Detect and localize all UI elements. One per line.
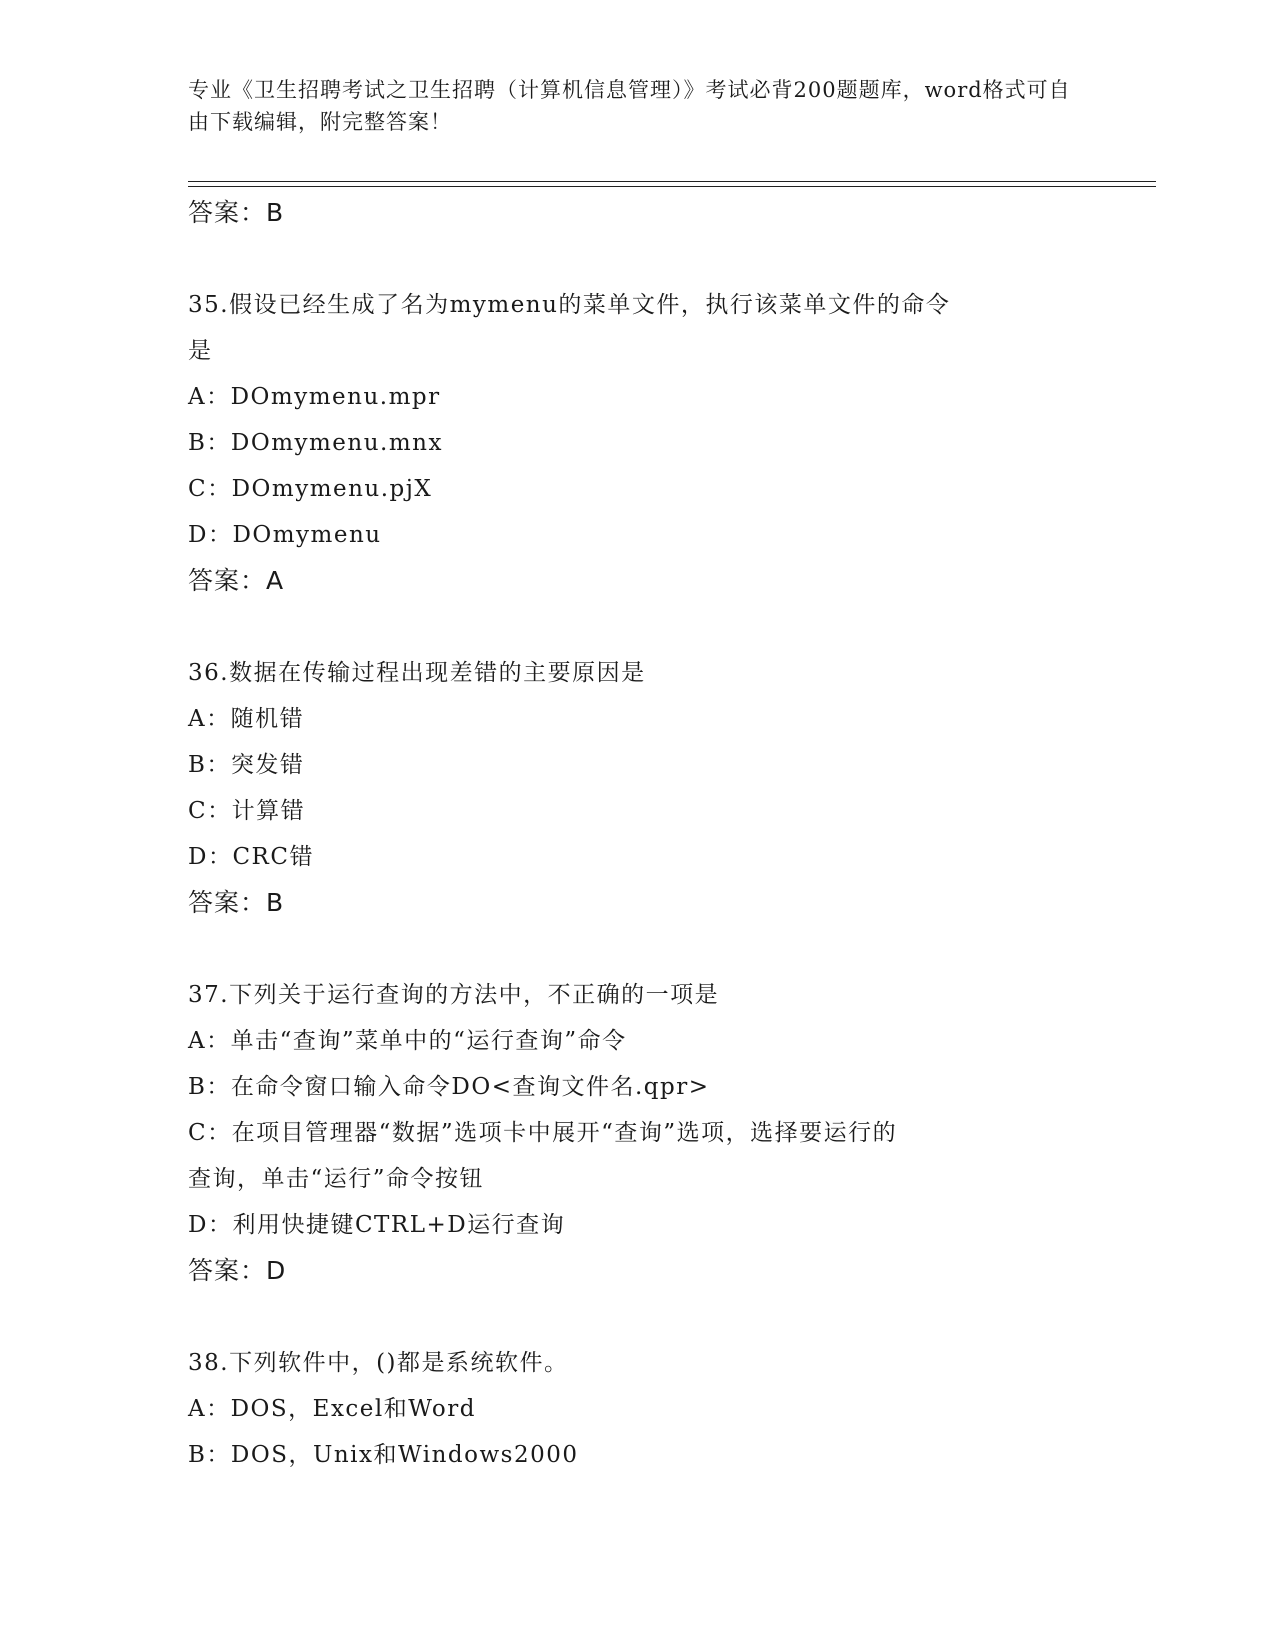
answer-line: 答案：D xyxy=(188,1256,287,1285)
question-stem: 36.数据在传输过程出现差错的主要原因是 xyxy=(188,660,646,686)
question-36 xyxy=(188,650,1088,926)
question-stem: 35.假设已经生成了名为mymenu的菜单文件，执行该菜单文件的命令 xyxy=(188,292,951,318)
question-stem-continued: 是 xyxy=(188,338,213,364)
question-35 xyxy=(188,282,1088,604)
option-d: D：CRC错 xyxy=(188,844,314,870)
question-list xyxy=(188,190,1088,1478)
question-stem: 38.下列软件中，()都是系统软件。 xyxy=(188,1350,569,1376)
option-c: C：DOmymenu.pjX xyxy=(188,476,433,502)
option-a: A：DOS，Excel和Word xyxy=(188,1396,476,1422)
option-b: B：DOS，Unix和Windows2000 xyxy=(188,1442,579,1468)
option-a: A：DOmymenu.mpr xyxy=(188,384,441,410)
option-a: A：随机错 xyxy=(188,706,305,732)
header-divider-top xyxy=(188,181,1156,182)
option-d: D：利用快捷键CTRL+D运行查询 xyxy=(188,1212,566,1238)
header-divider-bottom xyxy=(188,186,1156,187)
option-b: B：DOmymenu.mnx xyxy=(188,430,443,456)
option-d: D：DOmymenu xyxy=(188,522,382,548)
question-stem: 37.下列关于运行查询的方法中，不正确的一项是 xyxy=(188,982,720,1008)
option-c-continued: 查询，单击“运行”命令按钮 xyxy=(188,1166,485,1192)
answer-line: 答案：A xyxy=(188,566,285,595)
option-b: B：在命令窗口输入命令DO<查询文件名.qpr> xyxy=(188,1074,710,1100)
answer-line: 答案：B xyxy=(188,198,285,227)
question-38 xyxy=(188,1340,1088,1478)
option-a: A：单击“查询”菜单中的“运行查询”命令 xyxy=(188,1028,627,1054)
question-37 xyxy=(188,972,1088,1294)
option-b: B：突发错 xyxy=(188,752,305,778)
document-header: 专业《卫生招聘考试之卫生招聘（计算机信息管理）》考试必背200题题库，word格式可自由下载编辑，附完整答案！ xyxy=(188,78,1071,134)
option-c: C：在项目管理器“数据”选项卡中展开“查询”选项，选择要运行的 xyxy=(188,1120,898,1146)
answer-line: 答案：B xyxy=(188,888,285,917)
option-c: C：计算错 xyxy=(188,798,306,824)
